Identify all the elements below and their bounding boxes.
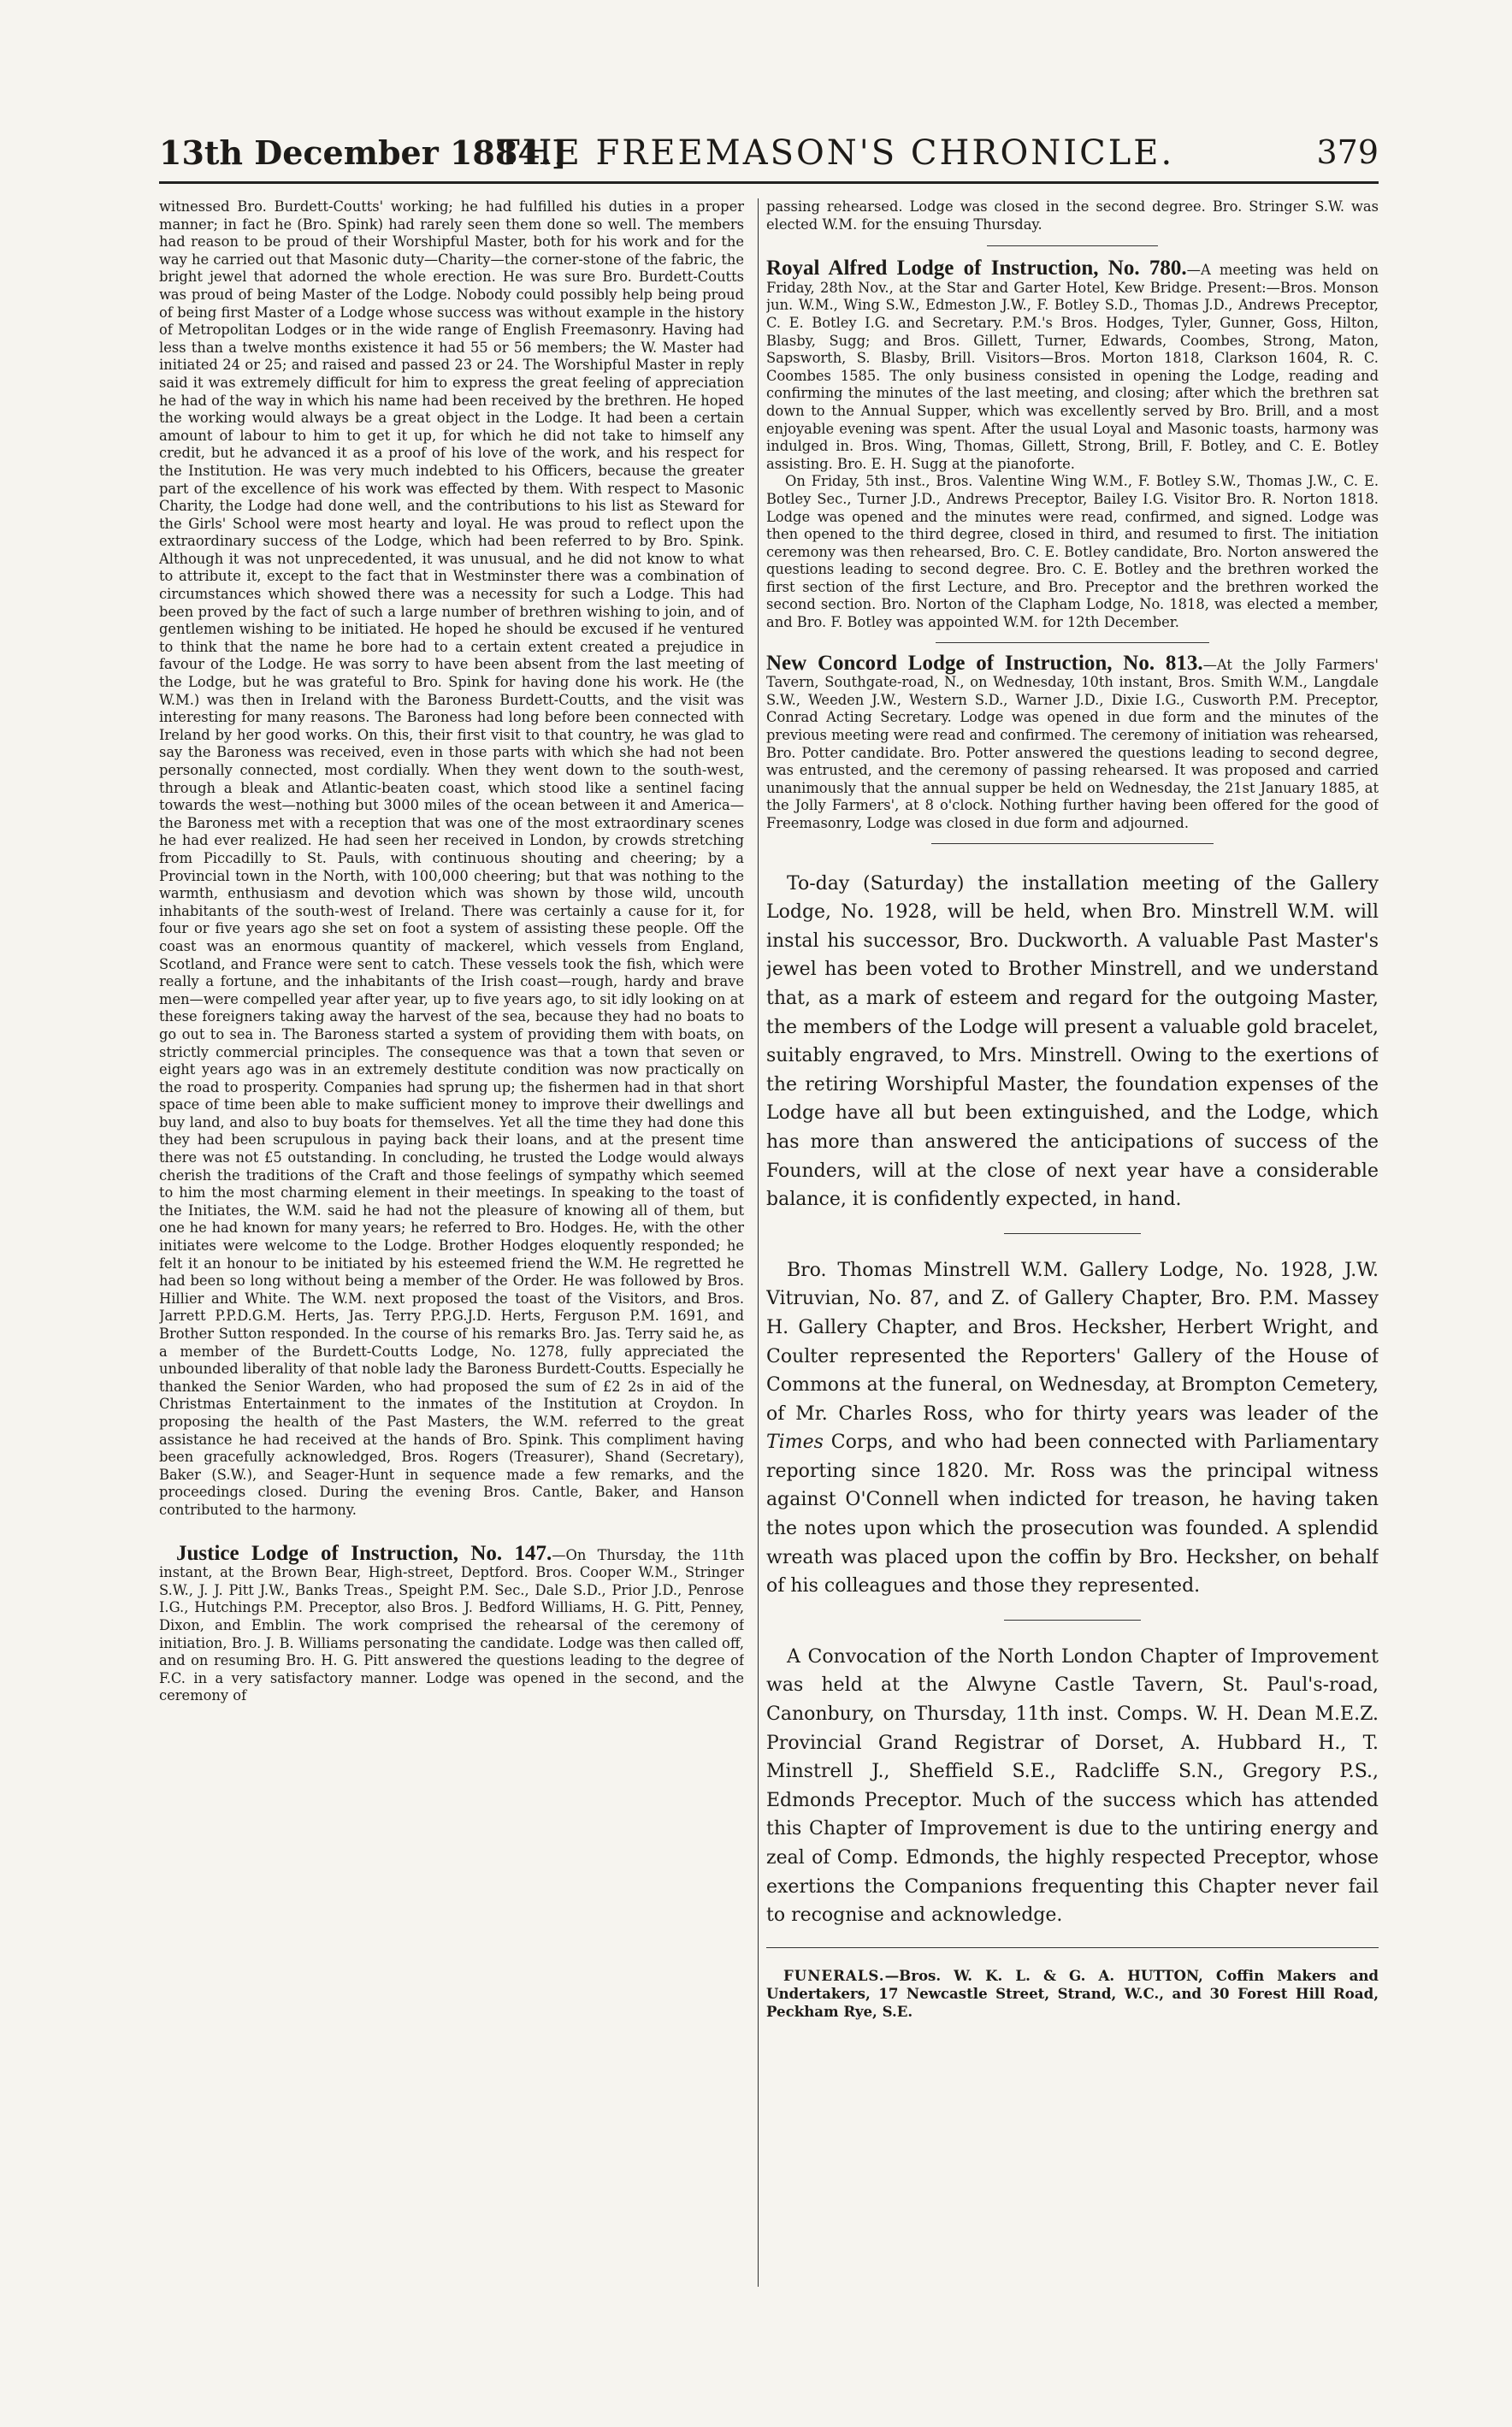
justice-lodge-body: —On Thursday, the 11th instant, at the Brown Bear, High-street, Deptford. Bros. Cooper W.M., Stringer S.W., J. J. Pitt J.W., Banks Treas., Speight P.M. Sec., Dale S.D., Prior J.D., Penrose I.G., Hutchings P.M. Preceptor, also Bros. J. Bedford Williams, H. G. Pitt, Penney, Dixon, and Emblin. The work comprised the rehearsal of the ceremony of initiation, Bro. J. B. Williams personating the candidate. Lodge was then called off, and on resuming Bro. H. G. Pitt answered the questions leading to the degree of F.C. in a very satisfactory manner. Lodge was opened in the second, and the ceremony of [159, 1546, 744, 1704]
issue-date: 13th December 1884.] [159, 133, 567, 172]
right-column [766, 198, 1379, 2289]
funerals-advertisement [766, 1967, 1379, 2021]
advertisement-rule [766, 1947, 1379, 1948]
justice-lodge-heading: Justice Lodge of Instruction, No. 147. [176, 1541, 552, 1565]
publication-title: THE FREEMASON'S CHRONICLE. [497, 133, 1175, 173]
justice-lodge-continued: passing rehearsed. Lodge was closed in the second degree. Bro. Stringer S.W. was elected W.M. for the ensuing Thursday. [766, 198, 1379, 233]
ross-text-part1: Bro. Thomas Minstrell W.M. Gallery Lodge, No. 1928, J.W. Vitruvian, No. 87, and Z. of Gallery Chapter, Bro. P.M. Massey H. Gallery Chapter, and Bros. Hecksher, Herbert Wright, and Coulter represented the Reporters' Gallery of the House of Commons at the funeral, on Wednesday, at Brompton Cemetery, of Mr. Charles Ross, who for thirty years was leader of the [766, 1259, 1379, 1425]
new-concord-body: —At the Jolly Farmers' Tavern, Southgate-road, N., on Wednesday, 10th instant, Bros. Smith W.M., Langdale S.W., Weeden J.W., Western S.D., Warner J.D., Dixie I.G., Cusworth P.M. Preceptor, Conrad Acting Secretary. Lodge was opened in due form and the minutes of the previous meeting were read and confirmed. The ceremony of initiation was rehearsed, Bro. Potter candidate. Bro. Potter answered the questions leading to second degree, was entrusted, and the ceremony of passing rehearsed. It was proposed and carried unanimously that the annual supper be held on Wednesday, the 21st January 1885, at the Jolly Farmers', at 8 o'clock. Nothing further having been offered for the good of Freemasonry, Lodge was closed in due form and adjourned. [766, 656, 1379, 831]
left-column [159, 198, 744, 2289]
new-concord-heading: New Concord Lodge of Instruction, No. 813. [766, 651, 1203, 675]
north-london-chapter-paragraph: A Convocation of the North London Chapter of Improvement was held at the Alwyne Castle Tavern, St. Paul's-road, Canonbury, on Thursday, 11th inst. Comps. W. H. Dean M.E.Z. Provincial Grand Registrar of Dorset, A. Hubbard H., T. Minstrell J., Sheffield S.E., Radcliffe S.N., Gregory P.S., Edmonds Preceptor. Much of the success which has attended this Chapter of Improvement is due to the untiring energy and zeal of Comp. Edmonds, the highly respected Preceptor, whose exertions the Companions frequenting this Chapter never fail to recognise and acknowledge. [766, 1645, 1379, 1927]
page-header [159, 128, 1379, 181]
new-concord-article [766, 651, 1379, 833]
section-divider [987, 245, 1158, 246]
section-divider [1004, 1233, 1141, 1234]
funerals-text: —Bros. W. K. L. & G. A. HUTTON, Coffin Makers and Undertakers, 17 Newcastle Street, Strand, W.C., and 30 Forest Hill Road, Peckham Rye, S.E. [766, 1966, 1379, 2020]
header-rule [159, 181, 1379, 184]
gallery-lodge-paragraph: To-day (Saturday) the installation meeting of the Gallery Lodge, No. 1928, will be held, when Bro. Minstrell W.M. will instal his successor, Bro. Duckworth. A valuable Past Master's jewel has been voted to Brother Minstrell, and we understand that, as a mark of esteem and regard for the outgoing Master, the members of the Lodge will present a valuable gold bracelet, suitably engraved, to Mrs. Minstrell. Owing to the exertions of the retiring Worshipful Master, the foundation expenses of the Lodge have all but been extinguished, and the Lodge, which has more than answered the anticipations of success of the Founders, will at the close of next year have a considerable balance, it is confidently expected, in hand. [766, 872, 1379, 1211]
royal-alfred-second-meeting: On Friday, 5th inst., Bros. Valentine Wing W.M., F. Botley S.W., Thomas J.W., C. E. Botley Sec., Turner J.D., Andrews Preceptor, Bailey I.G. Visitor Bro. R. Norton 1818. Lodge was opened and the minutes were read, confirmed, and signed. Lodge was then opened to the third degree, closed in third, and resumed to first. The initiation ceremony was then rehearsed, Bro. C. E. Botley candidate, Bro. Norton answered the questions leading to second degree. Bro. C. E. Botley and the brethren worked the first section of the first Lecture, and Bro. Preceptor and the brethren worked the second section. Bro. Norton of the Clapham Lodge, No. 1818, was elected a member, and Bro. F. Botley was appointed W.M. for 12th December. [766, 473, 1379, 631]
royal-alfred-article [766, 257, 1379, 473]
section-divider [1004, 1620, 1141, 1621]
section-divider [931, 843, 1214, 844]
column-separator [758, 198, 759, 2287]
royal-alfred-body: —A meeting was held on Friday, 28th Nov., at the Star and Garter Hotel, Kew Bridge. Present:—Bros. Monson jun. W.M., Wing S.W., Edmeston J.W., F. Botley S.D., Thomas J.D., Andrews Preceptor, C. E. Botley I.G. and Secretary. P.M.'s Bros. Hodges, Tyler, Gunner, Goss, Hilton, Blasby, Sugg; and Bros. Gillett, Turner, Edwards, Coombes, Strong, Maton, Sapsworth, S. Blasby, Brill. Visitors—Bros. Morton 1818, Clarkson 1604, R. C. Coombes 1585. The only business consisted in opening the Lodge, reading and confirming the minutes of the last meeting, and closing; after which the brethren sat down to the Annual Supper, which was excellently served by Bro. Brill, and a most enjoyable evening was spent. After the usual Loyal and Masonic toasts, harmony was indulged in. Bros. Wing, Thomas, Gillett, Strong, Brill, F. Botley, and C. E. Botley assisting. Bro. E. H. Sugg at the pianoforte. [766, 262, 1379, 472]
charles-ross-paragraph [766, 1256, 1379, 1601]
royal-alfred-heading: Royal Alfred Lodge of Instruction, No. 780. [766, 257, 1187, 280]
section-divider [936, 642, 1209, 643]
ross-text-part2: Corps, and who had been connected with Parliamentary reporting since 1820. Mr. Ross was the principal witness against O'Connell when indicted for treason, he having taken the notes upon which the prosecution was founded. A splendid wreath was placed upon the coffin by Bro. Hecksher, on behalf of his colleagues and those they represented. [766, 1432, 1379, 1597]
burdett-coutts-article-continued: witnessed Bro. Burdett-Coutts' working; he had fulfilled his duties in a proper manner; in fact he (Bro. Spink) had rarely seen them done so well. The members had reason to be proud of their Worshipful Master, both for his work and for the way he carried out that Masonic duty—Charity—the corner-stone of the fabric, the bright jewel that adorned the whole erection. He was sure Bro. Burdett-Coutts was proud of being Master of the Lodge. Nobody could possibly help being proud of being first Master of a Lodge whose success was without example in the history of Metropolitan Lodges or in the wide range of English Freemasonry. Having had less than a twelve months existence it had 55 or 56 members; the W. Master had initiated 24 or 25; and raised and passed 23 or 24. The Worshipful Master in reply said it was extremely difficult for him to express the great feeling of appreciation he had of the way in which his name had been received by the brethren. He hoped the working would always be a great object in the Lodge. It had been a certain amount of labour to him to get it up, for which he did not take to himself any credit, but he advanced it as a proof of his love of the work, and his respect for the Institution. He was very much indebted to his Officers, because the greater part of the excellence of his work was effected by them. With respect to Masonic Charity, the Lodge had done well, and the contributions to his list as Steward for the Girls' School were most hearty and loyal. He was proud to reflect upon the extraordinary success of the Lodge, which had been referred to by Bro. Spink. Although it was not unprecedented, it was unusual, and he did not know to what to attribute it, except to the fact that in Westminster there was a combination of circumstances which showed there was a necessity for such a Lodge. This had been proved by the fact of such a large number of brethren wishing to join, and of gentlemen wishing to be initiated. He hoped he should be excused if he ventured to think that the name he bore had to a certain extent created a prejudice in favour of the Lodge. He was sorry to have been absent from the last meeting of the Lodge, but he was grateful to Bro. Spink for having done his work. He (the W.M.) was then in Ireland with the Baroness Burdett-Coutts, and the visit was interesting for many reasons. The Baroness had long before been connected with Ireland by her good works. On this, their first visit to that country, he was glad to say the Baroness was received, even in those parts with which she had not been personally connected, most cordially. When they went down to the south-west, through a bleak and Atlantic-beaten coast, which stood like a sentinel facing towards the west—nothing but 3000 miles of the ocean between it and America—the Baroness met with a reception that was one of the most extraordinary scenes he had ever realized. He had seen her received in London, by crowds stretching from Piccadilly to St. Pauls, with continuous shouting and cheering; by a Provincial town in the North, with 100,000 cheering; but that was nothing to the warmth, enthusiasm and devotion which was shown by those wild, uncouth inhabitants of the south-west of Ireland. There was certainly a cause for it, for four or five years ago she set on foot a system of assisting these people. Off the coast was an enormous quantity of mackerel, which vessels from England, Scotland, and France were sent to catch. These vessels took the fish, which were really a fortune, and the inhabitants of the Irish coast—rough, hardy and brave men—were compelled year after year, up to five years ago, to sit idly looking on at these foreigners taking away the harvest of the sea, because they had no boats to go out to sea in. The Baroness started a system of providing them with boats, on strictly commercial principles. The consequence was that a town that seven or eight years ago was in an extremely destitute condition was now practically on the road to prosperity. Companies had sprung up; the fishermen had in that short space of time been able to make sufficient money to improve their dwellings and buy land, and also to buy boats for themselves. Yet all the time they had done this they had been scrupulous in paying back their loans, and at the present time there was not £5 outstanding. In concluding, he trusted the Lodge would always cherish the traditions of the Craft and those feelings of sympathy which seemed to him the most charming element in their meetings. In speaking to the toast of the Initiates, the W.M. said he had not the pleasure of knowing all of them, but one he had known for many years; he referred to Bro. Hodges. He, with the other initiates were welcome to the Lodge. Brother Hodges eloquently responded; he felt it an honour to be initiated by his esteemed friend the W.M. He regretted he had been so long without being a member of the Order. He was followed by Bros. Hillier and White. The W.M. next proposed the toast of the Visitors, and Bros. Jarrett P.P.D.G.M. Herts, Jas. Terry P.P.G.J.D. Herts, Ferguson P.M. 1691, and Brother Sutton responded. In the course of his remarks Bro. Jas. Terry said he, as a member of the Burdett-Coutts Lodge, No. 1278, fully appreciated the unbounded liberality of that noble lady the Baroness Burdett-Coutts. Especially he thanked the Senior Warden, who had proposed the sum of £2 2s in aid of the Christmas Entertainment to the inmates of the Institution at Croydon. In proposing the health of the Past Masters, the W.M. referred to the great assistance he had received at the hands of Bro. Spink. This compliment having been gracefully acknowledged, Bros. Rogers (Treasurer), Shand (Secretary), Baker (S.W.), and Seager-Hunt in sequence made a few remarks, and the proceedings closed. During the evening Bros. Cantle, Baker, and Hanson contributed to the harmony. [159, 198, 744, 1518]
justice-lodge-article [159, 1541, 744, 1705]
times-newspaper-name: Times [766, 1432, 824, 1454]
funerals-label: FUNERALS. [783, 1966, 885, 1984]
page-number: 379 [1316, 133, 1379, 171]
